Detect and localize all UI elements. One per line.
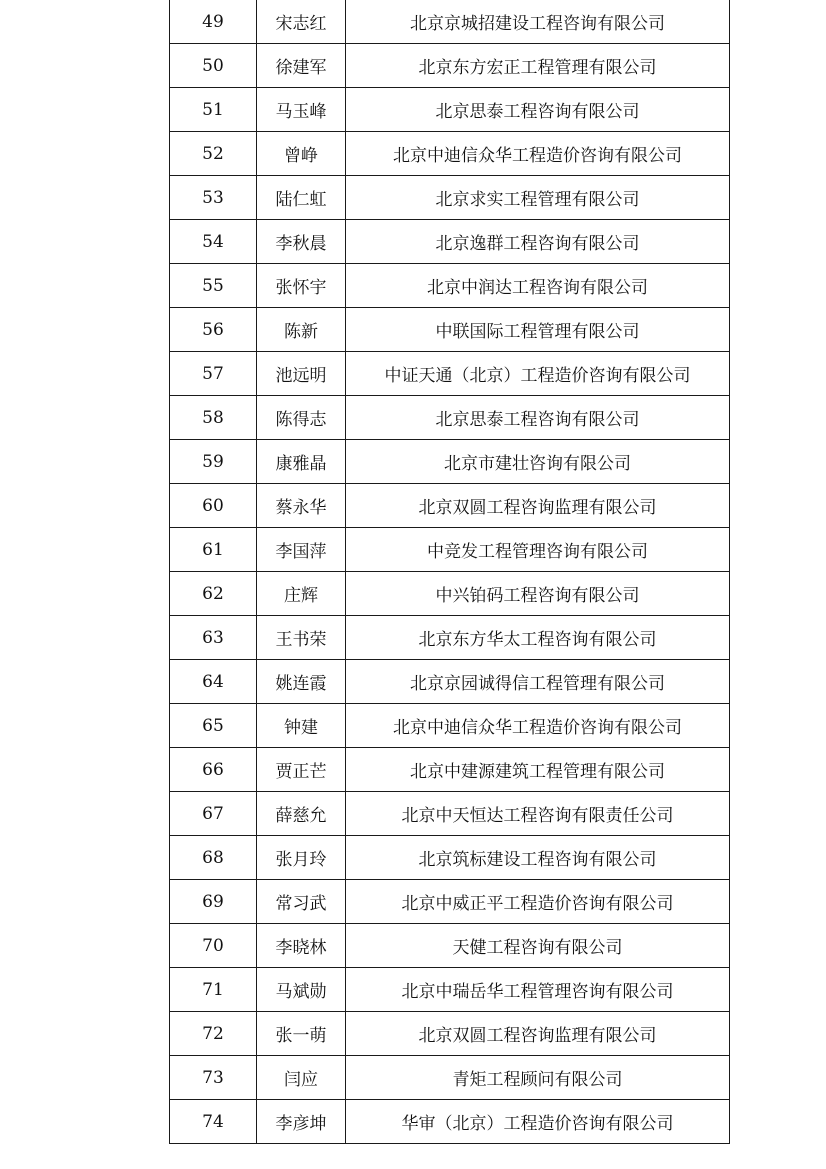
row-number: 71 (170, 968, 257, 1012)
person-name: 马玉峰 (257, 88, 346, 132)
person-name: 张一萌 (257, 1012, 346, 1056)
table-row (170, 660, 730, 704)
row-number: 60 (170, 484, 257, 528)
table-row (170, 44, 730, 88)
company-name: 北京中迪信众华工程造价咨询有限公司 (346, 132, 730, 176)
table-row (170, 440, 730, 484)
company-name: 北京东方华太工程咨询有限公司 (346, 616, 730, 660)
table-row (170, 880, 730, 924)
row-number: 70 (170, 924, 257, 968)
table-row (170, 0, 730, 44)
table-row (170, 132, 730, 176)
table-row (170, 528, 730, 572)
row-number: 52 (170, 132, 257, 176)
row-number: 68 (170, 836, 257, 880)
table-row (170, 396, 730, 440)
person-name: 姚连霞 (257, 660, 346, 704)
row-number: 51 (170, 88, 257, 132)
company-name: 北京双圆工程咨询监理有限公司 (346, 484, 730, 528)
row-number: 66 (170, 748, 257, 792)
company-name: 青矩工程顾问有限公司 (346, 1056, 730, 1100)
company-name: 北京筑标建设工程咨询有限公司 (346, 836, 730, 880)
row-number: 54 (170, 220, 257, 264)
table-row (170, 616, 730, 660)
table-row (170, 308, 730, 352)
company-name: 北京京园诚得信工程管理有限公司 (346, 660, 730, 704)
table-row (170, 924, 730, 968)
row-number: 69 (170, 880, 257, 924)
person-name: 常习武 (257, 880, 346, 924)
table-row (170, 572, 730, 616)
row-number: 49 (170, 0, 257, 44)
person-name: 曾峥 (257, 132, 346, 176)
company-name: 北京东方宏正工程管理有限公司 (346, 44, 730, 88)
row-number: 62 (170, 572, 257, 616)
person-name: 张怀宇 (257, 264, 346, 308)
company-name: 中证天通（北京）工程造价咨询有限公司 (346, 352, 730, 396)
table-row (170, 264, 730, 308)
person-name: 李彦坤 (257, 1100, 346, 1144)
person-name: 李秋晨 (257, 220, 346, 264)
row-number: 74 (170, 1100, 257, 1144)
row-number: 58 (170, 396, 257, 440)
company-name: 天健工程咨询有限公司 (346, 924, 730, 968)
company-name: 北京思泰工程咨询有限公司 (346, 88, 730, 132)
person-name: 陈得志 (257, 396, 346, 440)
row-number: 63 (170, 616, 257, 660)
person-name: 张月玲 (257, 836, 346, 880)
table-row (170, 88, 730, 132)
table-row (170, 704, 730, 748)
roster-table-body (170, 0, 730, 1144)
table-row (170, 220, 730, 264)
row-number: 64 (170, 660, 257, 704)
person-name: 李晓林 (257, 924, 346, 968)
table-row (170, 968, 730, 1012)
company-name: 北京京城招建设工程咨询有限公司 (346, 0, 730, 44)
company-name: 北京市建壮咨询有限公司 (346, 440, 730, 484)
company-name: 北京中润达工程咨询有限公司 (346, 264, 730, 308)
person-name: 王书荣 (257, 616, 346, 660)
company-name: 北京中天恒达工程咨询有限责任公司 (346, 792, 730, 836)
company-name: 北京双圆工程咨询监理有限公司 (346, 1012, 730, 1056)
person-name: 蔡永华 (257, 484, 346, 528)
row-number: 67 (170, 792, 257, 836)
roster-table (169, 0, 730, 1144)
person-name: 陆仁虹 (257, 176, 346, 220)
company-name: 北京中威正平工程造价咨询有限公司 (346, 880, 730, 924)
table-row (170, 352, 730, 396)
person-name: 马斌勋 (257, 968, 346, 1012)
company-name: 中竞发工程管理咨询有限公司 (346, 528, 730, 572)
company-name: 北京求实工程管理有限公司 (346, 176, 730, 220)
person-name: 庄辉 (257, 572, 346, 616)
table-row (170, 748, 730, 792)
person-name: 李国萍 (257, 528, 346, 572)
company-name: 北京中瑞岳华工程管理咨询有限公司 (346, 968, 730, 1012)
row-number: 73 (170, 1056, 257, 1100)
person-name: 薛慈允 (257, 792, 346, 836)
person-name: 池远明 (257, 352, 346, 396)
table-row (170, 792, 730, 836)
row-number: 61 (170, 528, 257, 572)
company-name: 中兴铂码工程咨询有限公司 (346, 572, 730, 616)
company-name: 北京思泰工程咨询有限公司 (346, 396, 730, 440)
table-row (170, 836, 730, 880)
company-name: 中联国际工程管理有限公司 (346, 308, 730, 352)
company-name: 北京中迪信众华工程造价咨询有限公司 (346, 704, 730, 748)
person-name: 徐建军 (257, 44, 346, 88)
roster-table-container (169, 0, 729, 1144)
row-number: 50 (170, 44, 257, 88)
person-name: 钟建 (257, 704, 346, 748)
table-row (170, 1056, 730, 1100)
table-row (170, 176, 730, 220)
table-row (170, 1100, 730, 1144)
table-row (170, 484, 730, 528)
row-number: 72 (170, 1012, 257, 1056)
table-row (170, 1012, 730, 1056)
person-name: 陈新 (257, 308, 346, 352)
row-number: 59 (170, 440, 257, 484)
person-name: 康雅晶 (257, 440, 346, 484)
person-name: 贾正芒 (257, 748, 346, 792)
row-number: 55 (170, 264, 257, 308)
company-name: 北京逸群工程咨询有限公司 (346, 220, 730, 264)
row-number: 53 (170, 176, 257, 220)
company-name: 华审（北京）工程造价咨询有限公司 (346, 1100, 730, 1144)
row-number: 65 (170, 704, 257, 748)
person-name: 宋志红 (257, 0, 346, 44)
person-name: 闫应 (257, 1056, 346, 1100)
row-number: 57 (170, 352, 257, 396)
company-name: 北京中建源建筑工程管理有限公司 (346, 748, 730, 792)
row-number: 56 (170, 308, 257, 352)
